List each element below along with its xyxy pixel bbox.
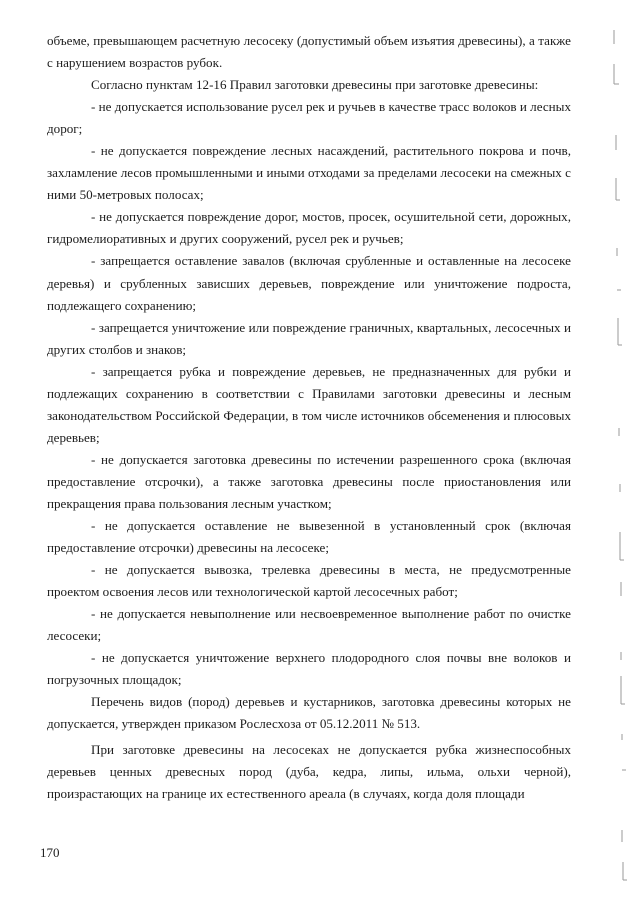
page-number: 170	[40, 845, 60, 860]
list-item-8: - не допускается оставление не вывезенной в установленный срок (включая предоставление отсрочки) древесины на лесосеке;	[47, 518, 571, 556]
paragraph-2: Согласно пунктам 12-16 Правил заготовки древесины при заготовке древесины:	[91, 77, 539, 93]
document-body	[47, 30, 571, 805]
list-item-10: - не допускается невыполнение или несвоевременное выполнение работ по очистке лесосеки;	[47, 606, 571, 644]
list-item-3: - не допускается повреждение дорог, мостов, просек, осушительной сети, дорожных, гидромелиоративных и других сооружений, русел рек и ручьев;	[47, 209, 571, 247]
list-item-7: - не допускается заготовка древесины по истечении разрешенного срока (включая предоставление отсрочки), а также заготовка древесины после приостановления или прекращения права пользования лесным участком;	[47, 451, 571, 511]
list-item-9: - не допускается вывозка, трелевка древесины в места, не предусмотренные проектом освоения лесов или технологической картой лесосечных работ;	[47, 562, 571, 600]
list-item-2: - не допускается повреждение лесных насаждений, растительного покрова и почв, захламление лесов промышленными и иными отходами за пределами лесосеки на смежных с ними 50-метровых полосах;	[47, 143, 571, 203]
list-item-5: - запрещается уничтожение или повреждение граничных, квартальных, лесосечных и других столбов и знаков;	[47, 319, 571, 357]
paragraph-1: объеме, превышающем расчетную лесосеку (допустимый объем изъятия древесины), а также с нарушением возрастов рубок.	[47, 33, 571, 71]
paragraph-species-list: Перечень видов (пород) деревьев и кустарников, заготовка древесины которых не допускается, утвержден приказом Рослесхоза от 05.12.2011 № 513.	[47, 694, 571, 732]
list-item-4: - запрещается оставление завалов (включая срубленные и оставленные на лесосеке деревья) и срубленных зависших деревьев, повреждение или уничтожение подроста, подлежащего сохранению;	[47, 253, 571, 313]
paragraph-valuable-species: При заготовке древесины на лесосеках не допускается рубка жизнеспособных деревьев ценных древесных пород (дуба, кедра, липы, ильма, ольхи черной), произрастающих на границе их естественного ареала (в случаях, когда доля площади	[47, 741, 571, 801]
list-item-6: - запрещается рубка и повреждение деревьев, не предназначенных для рубки и подлежащих сохранению в соответствии с Правилами заготовки древесины и лесным законодательством Российской Федерации, в том числе источников обсеменения и плюсовых деревьев;	[47, 363, 571, 445]
list-item-11: - не допускается уничтожение верхнего плодородного слоя почвы вне волоков и погрузочных площадок;	[47, 650, 571, 688]
list-item-1: - не допускается использование русел рек и ручьев в качестве трасс волоков и лесных дорог;	[47, 99, 571, 137]
